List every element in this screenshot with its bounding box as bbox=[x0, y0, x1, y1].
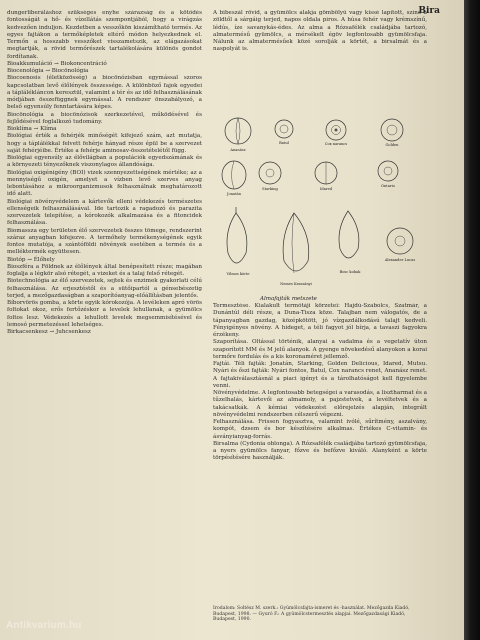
figure-label: Starking bbox=[262, 187, 278, 191]
fruit-drawing bbox=[325, 120, 348, 146]
running-header: Bira bbox=[418, 6, 440, 16]
fruit-illustration bbox=[214, 113, 426, 301]
left-column bbox=[7, 10, 202, 628]
fruit-drawing bbox=[315, 162, 337, 191]
fruit-drawing bbox=[222, 161, 246, 196]
entry-paragraph: Biocenológia → Biocönológia bbox=[7, 68, 89, 74]
fruit-drawing bbox=[381, 119, 403, 147]
references: Irodalom: Soltész M. szerk.: Gyümölcsfajta-ismeret és -használat. Mezőgazda Kiadó, Budapest, 1998. — Gyuró F.: A gyümölcstermesztés alapjai. Mezőgazdasági Kiadó, Budapest, 1990. bbox=[213, 606, 410, 623]
fruit-drawing bbox=[275, 120, 293, 145]
watermark: Antikvarium.hu bbox=[6, 620, 82, 631]
fruit-drawing bbox=[384, 228, 415, 262]
fruit-drawing bbox=[259, 162, 281, 191]
figure-label: Cox narancs bbox=[324, 142, 348, 146]
figure-caption: Almafajták metszete bbox=[260, 296, 317, 302]
figure-label: Jonatán bbox=[227, 192, 241, 196]
figure-label: Ontario bbox=[381, 184, 395, 188]
entry-paragraph: Biotóp → Élőhely bbox=[7, 256, 55, 263]
entry-paragraph: Biocoenosis (életközösség) a biocönózisban egymással szoros kapcsolatban levő élőlények összessége. A különböző fajok egyedei a táplálékláncon keresztül, valamint a tér és az idő felhasználásának módjában összefüggnek egymással. A rendszer önszabályozó, a belső egyensúly fenntartására képes. bbox=[7, 75, 202, 111]
entry-paragraph: Felhasználása. Frissen fogyasztva, valamint ivólé, sűrítmény, aszalvány, kompót, dzsem és bor készítésére alkalmas. Értékes C-vitamin- és ásványianyag-forrás. bbox=[213, 419, 427, 440]
entry-paragraph: Biológiai egyensúly az élővilágban a populációk egyedszámának és a környezeti tényezőknek viszonylagos állandósága. bbox=[7, 155, 202, 169]
entry-paragraph: Biomassza egy területen élő szervezetek összes tömege, rendszerint száraz anyagban kifejezve. A termőhely termékenységének egyik fontos mutatója, a szántóföldi növények esetében a termés és a melléktermék együttesen. bbox=[7, 227, 202, 256]
figure-label: Batul bbox=[279, 141, 289, 145]
fruit-drawing bbox=[225, 207, 249, 276]
entry-paragraph: Termesztése. Kialakult termőtáji körzetei: Hajdú-Szabolcs, Szatmár, a Dunántúl déli része, a Duna-Tisza köze. Talajban nem válogatós, de a tápanyagban gazdag, középkötött, jó vízgazdálkodású talajt kedveli. Fényigényes növény. A hideget, a téli fagyot jól bírja, a tavaszi fagyokra érzékeny. bbox=[213, 303, 427, 338]
figure-label: Nemes Krassányi bbox=[280, 282, 312, 286]
entry-paragraph: Biocönológia a biocönózisok szerkezetével, működésével és fejlődésével foglalkozó tudomány. bbox=[7, 111, 202, 125]
entry-paragraph: Birkacsenkesz → Juhcsenkesz bbox=[7, 329, 91, 335]
right-column-top bbox=[213, 10, 427, 112]
entry-paragraph: Biotechnológia az élő szervezetek, sejtek és enzimek gyakorlati célú felhasználása. Az erjesztéstől és a sütőipartól a génsebészetig terjed, a mezőgazdaságban a szaporítóanyag-előállításban jelentős. bbox=[7, 278, 202, 299]
entry-paragraph: Biológiai érték a fehérjék minőségét kifejező szám, azt mutatja, hogy a táplálékkal felvett fehérje hányad része épül be a szervezet saját fehérjéibe. Értéke a fehérje aminosav-összetételétől függ. bbox=[7, 133, 202, 154]
entry-paragraph: Növényvédelme. A legfontosabb betegségei a varasodás, a lisztharmat és a tűzelhalás, kártevői az almamoly, a pajzstetvek, a levéltetvek és a takácsatkák. A kémiai védekezést előrejelzés alapján, integrált növényvédelmi rendszerben célszerű végezni. bbox=[213, 390, 427, 418]
fruit-drawing bbox=[280, 213, 313, 286]
figure-label: Ananász bbox=[230, 148, 246, 152]
figure-label: Alexander Lucas bbox=[384, 258, 416, 262]
fruit-drawing bbox=[225, 118, 251, 152]
entry-paragraph: Biológiai növényvédelem a kártevők elleni védekezés természetes ellenségeik felhasználásával. Ide tartozik a ragadozó és parazita szervezetek telepítése, a kórokozók alkalmazása és a fitoncidek felhasználása. bbox=[7, 198, 202, 227]
figure-label: Idared bbox=[319, 187, 333, 191]
entry-paragraph: Szaporítása. Oltással történik, alanyai a vadalma és a vegetatív úton szaporított MM és M jelű alanyok. A gyenge növekedésű alanyokon a korai termőre fordulás és a kis koronaméret jellemző. bbox=[213, 339, 427, 360]
book-spine bbox=[464, 0, 480, 640]
entry-paragraph: Bioklíma → Klíma bbox=[7, 126, 57, 132]
figure-label: Bosc kobak bbox=[339, 270, 361, 274]
figure-label: Vilmos körte bbox=[226, 272, 250, 276]
entry-paragraph: Bíborvörös gomba, a körte egyik kórokozója. A levéleken apró vörös foltokat okoz, erős fertőzéskor a levelek lehullanak, a gyümölcs foltos lesz. Védekezés a lehullott levelek megsemmisítésével és lemosó permetezéssel lehetséges. bbox=[7, 300, 202, 328]
entry-paragraph: Fajtái. Téli fajták: Jonatán, Starking, Golden Delicious, Idared, Mutsu. Nyári és őszi fajták: Nyári fontos, Batul, Cox narancs renet, Ananász renet. A fajtakiválasztásnál a piaci igényt és a tárolhatóságot kell figyelembe venni. bbox=[213, 361, 427, 389]
entry-paragraph: Birsalma (Cydonia oblonga). A Rózsafélék családjába tartozó gyümölcsfaja, a nyers gyümölcs fanyar, főzve és befőzve kiváló. Alanyként a körte törpésítésére használják. bbox=[213, 440, 427, 462]
entry-paragraph: A bibeszál rövid, a gyümölcs alakja gömbölyű vagy kissé lapított, színe a zöldtől a sárgáig terjed, napos oldala piros. A húsa fehér vagy krémszínű, lédús, íze savanykás-édes. Az alma a Rózsafélék családjába tartozó, almatermésű gyümölcs, a mérsékelt égöv legfontosabb gyümölcsfaja. Nálunk az almatermésűek közé sorolják a körtét, a birsalmát és a naspolyát is. bbox=[213, 10, 427, 53]
right-column-bottom bbox=[213, 303, 427, 633]
fruit-drawing bbox=[339, 211, 361, 274]
fruit-drawing bbox=[378, 161, 398, 188]
entry-paragraph: Bioakkumuláció → Biokoncentráció bbox=[7, 60, 107, 67]
figure-label: Golden bbox=[385, 143, 399, 147]
entry-paragraph: Bioszféra a Földnek az élőlények által benépesített része; magában foglalja a légkör alsó rétegét, a vizeket és a talaj felső rétegét. bbox=[7, 263, 202, 277]
entry-paragraph: Biológiai oxigénigény (BOI) vizek szennyezettségének mértéke; az a mennyiségű oxigén, amelyet a vízben levő szerves anyag lebontásához a mikroorganizmusok felhasználnak meghatározott idő alatt. bbox=[7, 169, 202, 198]
entry-paragraph: dungerliberáláshoz szükséges enyhe szárazság és a kötődés fontosságát a hő- és vízellátás szempontjából, hogy a virágzás kedvezően induljon. Kezdetben a vesszőkön kiszámítható termés. Az egyes fajtákon a termőképletek eltérő módon helyezkednek el. Termőn a hosszabb vesszőket visszametszik, az elágazásokat megtartják, a rövid termőrészek tartalékolására különös gondot fordítanak. bbox=[7, 10, 202, 60]
